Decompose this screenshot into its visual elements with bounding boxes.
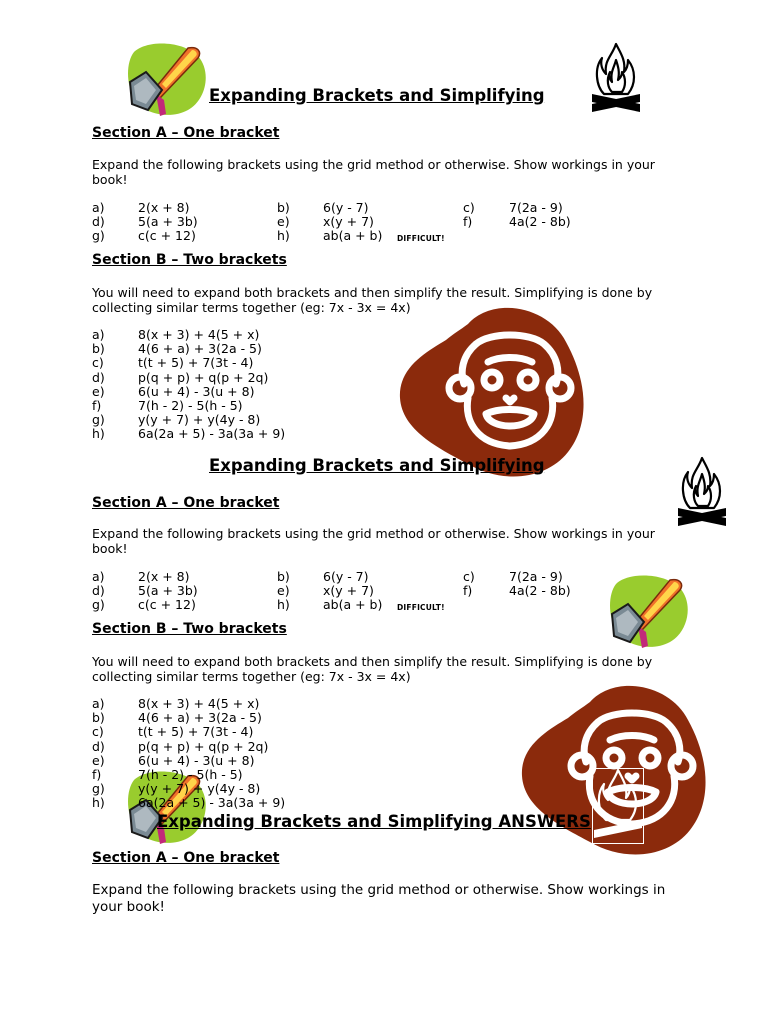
- question-row: [92, 740, 392, 754]
- question-expression: 6(y - 7): [323, 200, 369, 215]
- monkey-face-icon: [398, 302, 588, 480]
- question-row: [92, 796, 392, 810]
- question-row: [92, 371, 392, 385]
- difficult-note: DIFFICULT!: [397, 603, 445, 613]
- question-row: [92, 584, 612, 598]
- section-b-heading: Section B – Two brackets: [92, 252, 287, 268]
- question-label: c): [92, 724, 104, 740]
- question-row: [92, 399, 392, 413]
- question-label: d): [92, 738, 105, 754]
- section-b-instructions: You will need to expand both brackets and then simplify the result. Simplifying is done by collecting similar terms together (eg: 7x - 3x = 4x): [92, 285, 653, 315]
- question-expression: y(y + 7) + y(4y - 8): [138, 781, 261, 797]
- question-expression: 4a(2 - 8b): [509, 583, 571, 599]
- question-expression: 7(h - 2) - 5(h - 5): [138, 397, 243, 413]
- question-label: f): [92, 766, 102, 782]
- question-expression: 6(u + 4) - 3(u + 8): [138, 383, 255, 399]
- section-a-heading: Section A – One bracket: [92, 495, 280, 511]
- question-expression: 4(6 + a) + 3(2a - 5): [138, 341, 262, 357]
- question-label: h): [277, 228, 290, 244]
- question-label: h): [277, 597, 290, 613]
- question-row: [92, 356, 392, 370]
- campfire-icon: [590, 42, 642, 118]
- question-label: a): [92, 200, 105, 215]
- question-row: [92, 229, 612, 243]
- section-b-questions: [92, 328, 392, 442]
- question-expression: x(y + 7): [323, 214, 374, 230]
- question-label: d): [92, 369, 105, 385]
- question-expression: 6(u + 4) - 3(u + 8): [138, 752, 255, 768]
- question-label: c): [463, 569, 475, 584]
- question-row: [92, 570, 612, 584]
- question-row: [92, 328, 392, 342]
- question-label: c): [463, 200, 475, 215]
- question-label: h): [92, 426, 105, 442]
- question-row: [92, 725, 392, 739]
- question-label: e): [277, 583, 290, 599]
- question-row: [92, 598, 612, 612]
- page-title: Expanding Brackets and Simplifying ANSWERS: [157, 812, 591, 831]
- question-label: f): [463, 583, 473, 599]
- question-label: e): [277, 214, 290, 230]
- section-a-instructions: Expand the following brackets using the grid method or otherwise. Show workings in your book!: [92, 157, 655, 187]
- question-row: [92, 711, 392, 725]
- question-label: h): [92, 795, 105, 811]
- campfire-icon: [676, 456, 728, 532]
- question-expression: 6a(2a + 5) - 3a(3a + 9): [138, 426, 286, 442]
- section-b-heading: Section B – Two brackets: [92, 621, 287, 637]
- question-expression: x(y + 7): [323, 583, 374, 599]
- section-b-instructions: You will need to expand both brackets and then simplify the result. Simplifying is done by collecting similar terms together (eg: 7x - 3x = 4x): [92, 654, 653, 684]
- question-expression: c(c + 12): [138, 597, 196, 613]
- question-expression: 6(y - 7): [323, 569, 369, 584]
- question-expression: ab(a + b): [323, 597, 383, 613]
- section-a-instructions: Expand the following brackets using the grid method or otherwise. Show workings in your book!: [92, 526, 655, 556]
- question-label: b): [277, 569, 290, 584]
- page-title: Expanding Brackets and Simplifying: [209, 456, 545, 475]
- question-label: e): [92, 383, 105, 399]
- question-row: [92, 413, 392, 427]
- question-label: c): [92, 355, 104, 371]
- question-expression: t(t + 5) + 7(3t - 4): [138, 724, 254, 740]
- question-label: e): [92, 752, 105, 768]
- question-row: [92, 782, 392, 796]
- question-label: f): [463, 214, 473, 230]
- campfire-icon: [592, 768, 644, 844]
- question-label: a): [92, 696, 105, 711]
- section-a-questions: [92, 201, 612, 244]
- question-label: a): [92, 569, 105, 584]
- question-label: a): [92, 327, 105, 342]
- question-expression: 6a(2a + 5) - 3a(3a + 9): [138, 795, 286, 811]
- section-b-questions: [92, 697, 392, 811]
- axe-icon: [608, 574, 690, 648]
- question-row: [92, 342, 392, 356]
- question-expression: 2(x + 8): [138, 569, 190, 584]
- question-row: [92, 697, 392, 711]
- question-expression: 2(x + 8): [138, 200, 190, 215]
- question-expression: 7(h - 2) - 5(h - 5): [138, 766, 243, 782]
- page-title: Expanding Brackets and Simplifying: [209, 86, 545, 105]
- question-label: g): [92, 597, 105, 613]
- question-row: [92, 427, 392, 441]
- question-label: b): [92, 341, 105, 357]
- question-row: [92, 385, 392, 399]
- question-label: g): [92, 412, 105, 428]
- question-expression: t(t + 5) + 7(3t - 4): [138, 355, 254, 371]
- difficult-note: DIFFICULT!: [397, 234, 445, 244]
- question-row: [92, 768, 392, 782]
- section-a-heading: Section A – One bracket: [92, 850, 280, 866]
- question-expression: 4(6 + a) + 3(2a - 5): [138, 710, 262, 726]
- axe-icon: [126, 42, 208, 116]
- section-a-heading: Section A – One bracket: [92, 125, 280, 141]
- question-label: d): [92, 583, 105, 599]
- question-row: [92, 201, 612, 215]
- question-expression: 8(x + 3) + 4(5 + x): [138, 327, 260, 342]
- section-a-instructions: Expand the following brackets using the grid method or otherwise. Show workings in your book!: [92, 882, 666, 915]
- question-expression: p(q + p) + q(p + 2q): [138, 738, 269, 754]
- question-expression: 8(x + 3) + 4(5 + x): [138, 696, 260, 711]
- question-row: [92, 215, 612, 229]
- question-expression: 7(2a - 9): [509, 200, 563, 215]
- question-row: [92, 754, 392, 768]
- question-label: g): [92, 228, 105, 244]
- question-expression: c(c + 12): [138, 228, 196, 244]
- question-expression: ab(a + b): [323, 228, 383, 244]
- question-expression: 4a(2 - 8b): [509, 214, 571, 230]
- question-label: f): [92, 397, 102, 413]
- question-expression: 5(a + 3b): [138, 583, 198, 599]
- question-label: b): [92, 710, 105, 726]
- question-label: d): [92, 214, 105, 230]
- question-expression: 5(a + 3b): [138, 214, 198, 230]
- question-expression: y(y + 7) + y(4y - 8): [138, 412, 261, 428]
- question-expression: 7(2a - 9): [509, 569, 563, 584]
- question-label: g): [92, 781, 105, 797]
- section-a-questions: [92, 570, 612, 613]
- question-expression: p(q + p) + q(p + 2q): [138, 369, 269, 385]
- question-label: b): [277, 200, 290, 215]
